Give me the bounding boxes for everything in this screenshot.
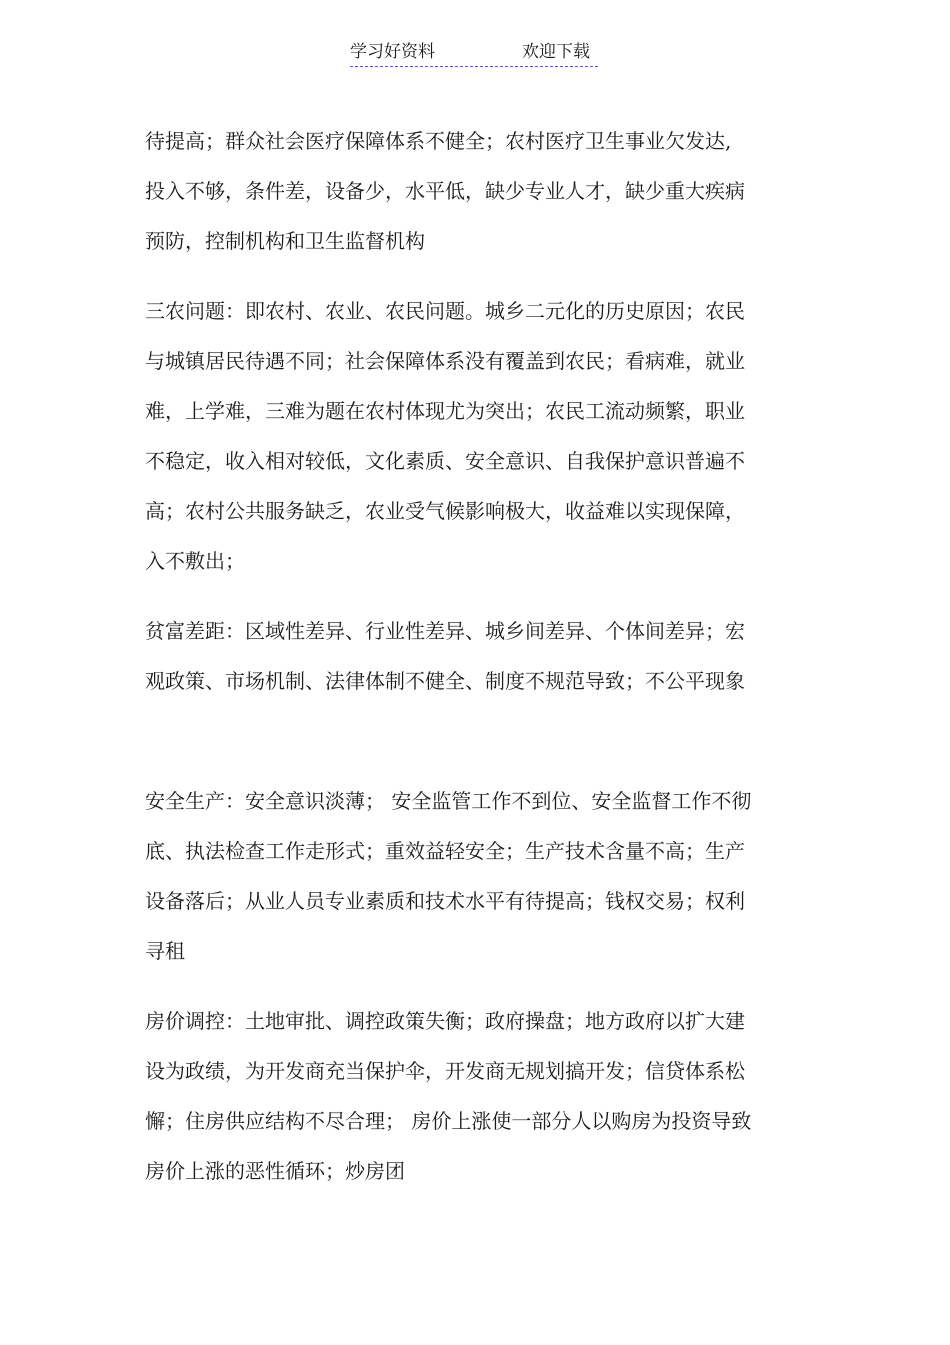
text-line: 待提高；群众社会医疗保障体系不健全；农村医疗卫生事业欠发达, [145, 129, 732, 153]
text-line: 不稳定，收入相对较低，文化素质、安全意识、自我保护意识普遍不 [145, 449, 745, 473]
text-line: 贫富差距：区域性差异、行业性差异、城乡间差异、个体间差异；宏 [145, 619, 745, 643]
text-line: 设为政绩，为开发商充当保护伞，开发商无规划搞开发；信贷体系松 [145, 1059, 745, 1083]
text-line: 房价调控：土地审批、调控政策失衡；政府操盘；地方政府以扩大建 [145, 1009, 745, 1033]
text-line: 底、执法检查工作走形式；重效益轻安全；生产技术含量不高；生产 [145, 839, 745, 863]
text-line: 三农问题：即农村、农业、农民问题。城乡二元化的历史原因；农民 [145, 299, 745, 323]
document-body [145, 116, 790, 1196]
text-line: 寻租 [145, 939, 185, 963]
text-line: 投入不够，条件差，设备少，水平低，缺少专业人才，缺少重大疾病 [145, 179, 745, 203]
paragraph-sannong [145, 286, 790, 586]
text-line: 观政策、市场机制、法律体制不健全、制度不规范导致；不公平现象 [145, 669, 745, 693]
text-line: 与城镇居民待遇不同；社会保障体系没有覆盖到农民；看病难，就业 [145, 349, 745, 373]
paragraph-medical [145, 116, 790, 266]
text-line: 高；农村公共服务缺乏，农业受气候影响极大，收益难以实现保障， [145, 499, 745, 523]
text-line: 房价上涨的恶性循环；炒房团 [145, 1159, 405, 1183]
text-line: 安全生产：安全意识淡薄； 安全监管工作不到位、安全监督工作不彻 [145, 789, 752, 813]
paragraph-wealth-gap [145, 606, 790, 706]
text-line: 设备落后；从业人员专业素质和技术水平有待提高；钱权交易；权利 [145, 889, 745, 913]
header-left-text: 学习好资料 [350, 42, 435, 62]
text-line: 预防，控制机构和卫生监督机构 [145, 229, 425, 253]
text-line: 入不敷出； [145, 549, 245, 573]
page-header [350, 40, 598, 67]
text-line: 懈；住房供应结构不尽合理； 房价上涨使一部分人以购房为投资导致 [145, 1109, 752, 1133]
text-line: 难，上学难，三难为题在农村体现尤为突出；农民工流动频繁，职业 [145, 399, 745, 423]
header-right-text: 欢迎下载 [522, 42, 590, 62]
paragraph-safety [145, 776, 790, 976]
paragraph-housing [145, 996, 790, 1196]
